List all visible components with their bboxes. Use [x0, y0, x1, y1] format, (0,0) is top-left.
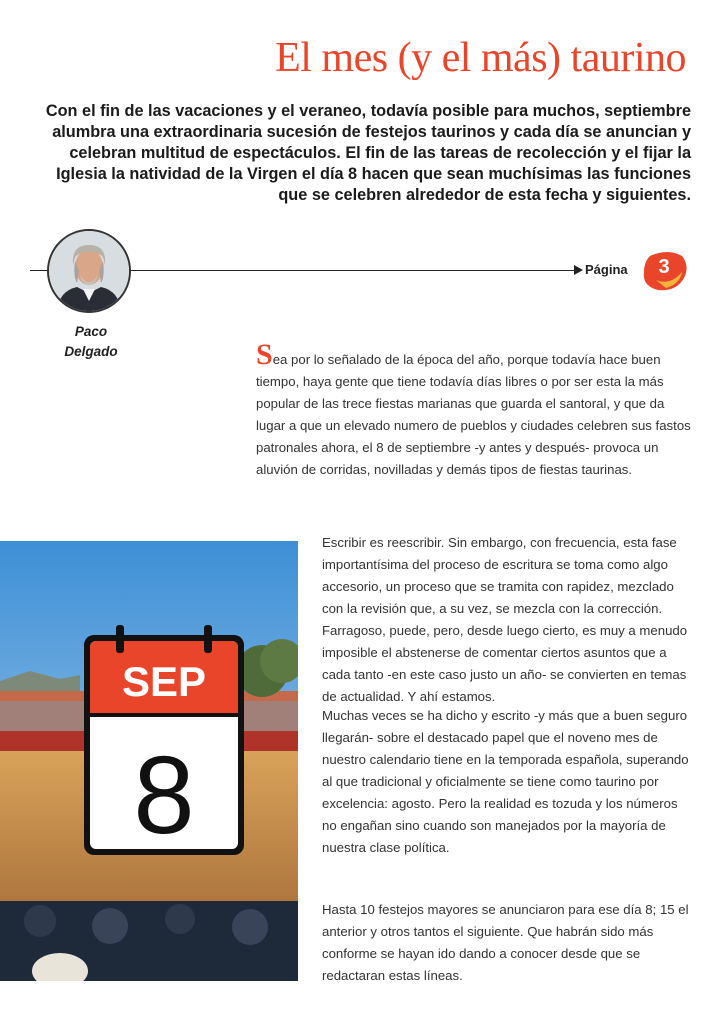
author-portrait-icon: [49, 231, 129, 311]
arrow-right-icon: [574, 265, 583, 275]
author-last-name: Delgado: [64, 344, 118, 359]
paragraph-3: Muchas veces se ha dicho y escrito -y más que a buen seguro llegarán- sobre el destacado papel que el noveno mes de nuestro calendario tiene en la temporada española, superando al que tradicional y oficialmente se tiene como taurino por excelencia: agosto. Pero la realidad es tozuda y los números no engañan sino cuando son manejados por la mayoría de nuestra clase política.: [322, 708, 689, 855]
page-reference-label: Página: [585, 262, 628, 277]
drop-cap: S: [256, 338, 273, 371]
page-number: 3: [658, 256, 670, 278]
paragraph-4: Hasta 10 festejos mayores se anunciaron para ese día 8; 15 el anterior y otros tantos el siguiente. Que habrán sido más conforme se hayan ido dando a conocer desde que se redactaran estas líneas.: [322, 902, 689, 983]
bullring-calendar-photo: [0, 541, 298, 981]
paragraph-2: Escribir es reescribir. Sin embargo, con frecuencia, esta fase importantísima del proceso de escritura se toma como algo accesorio, un proceso que se tramita con rapidez, mezclado con la revisión que, a su vez, se mezcla con la corrección. Farragoso, puede, pero, desde luego cierto, es muy a menudo imposible el abstenerse de comentar ciertos asuntos que a cada tanto -en este caso justo un año- se convierten en temas de actualidad. Y ahí estamos.: [322, 535, 688, 704]
calendar-day: 8: [133, 734, 195, 857]
author-name: [62, 322, 120, 362]
calendar-month: SEP: [121, 658, 207, 705]
paragraph-1: [256, 338, 692, 481]
paragraph-1-text: ea por lo señalado de la época del año, porque todavía hace buen tiempo, haya gente que tiene todavía días libres o por ser esta la más popular de las trece fiestas marianas que guarda el santoral, y que da lugar a que un elevado numero de pueblos y ciudades celebren sus fastos patronales ahora, el 8 de septiembre -y antes y después- provoca un aluvión de corridas, novilladas y demás tipos de fiestas taurinas.: [256, 352, 691, 477]
article-lead: Con el fin de las vacaciones y el veraneo, todavía posible para muchos, septiembre alumbra una extraordinaria sucesión de festejos taurinos y cada día se anuncian y celebran multitud de espectáculos. El fin de las tareas de recolección y el fijar la Iglesia la natividad de la Virgen el día 8 hacen que sean muchísimas las funciones que se celebren alrededor de esta fecha y siguientes.: [45, 102, 691, 204]
article-title: El mes (y el más) taurino: [275, 35, 686, 81]
author-avatar: [47, 229, 131, 313]
author-first-name: Paco: [74, 324, 108, 339]
